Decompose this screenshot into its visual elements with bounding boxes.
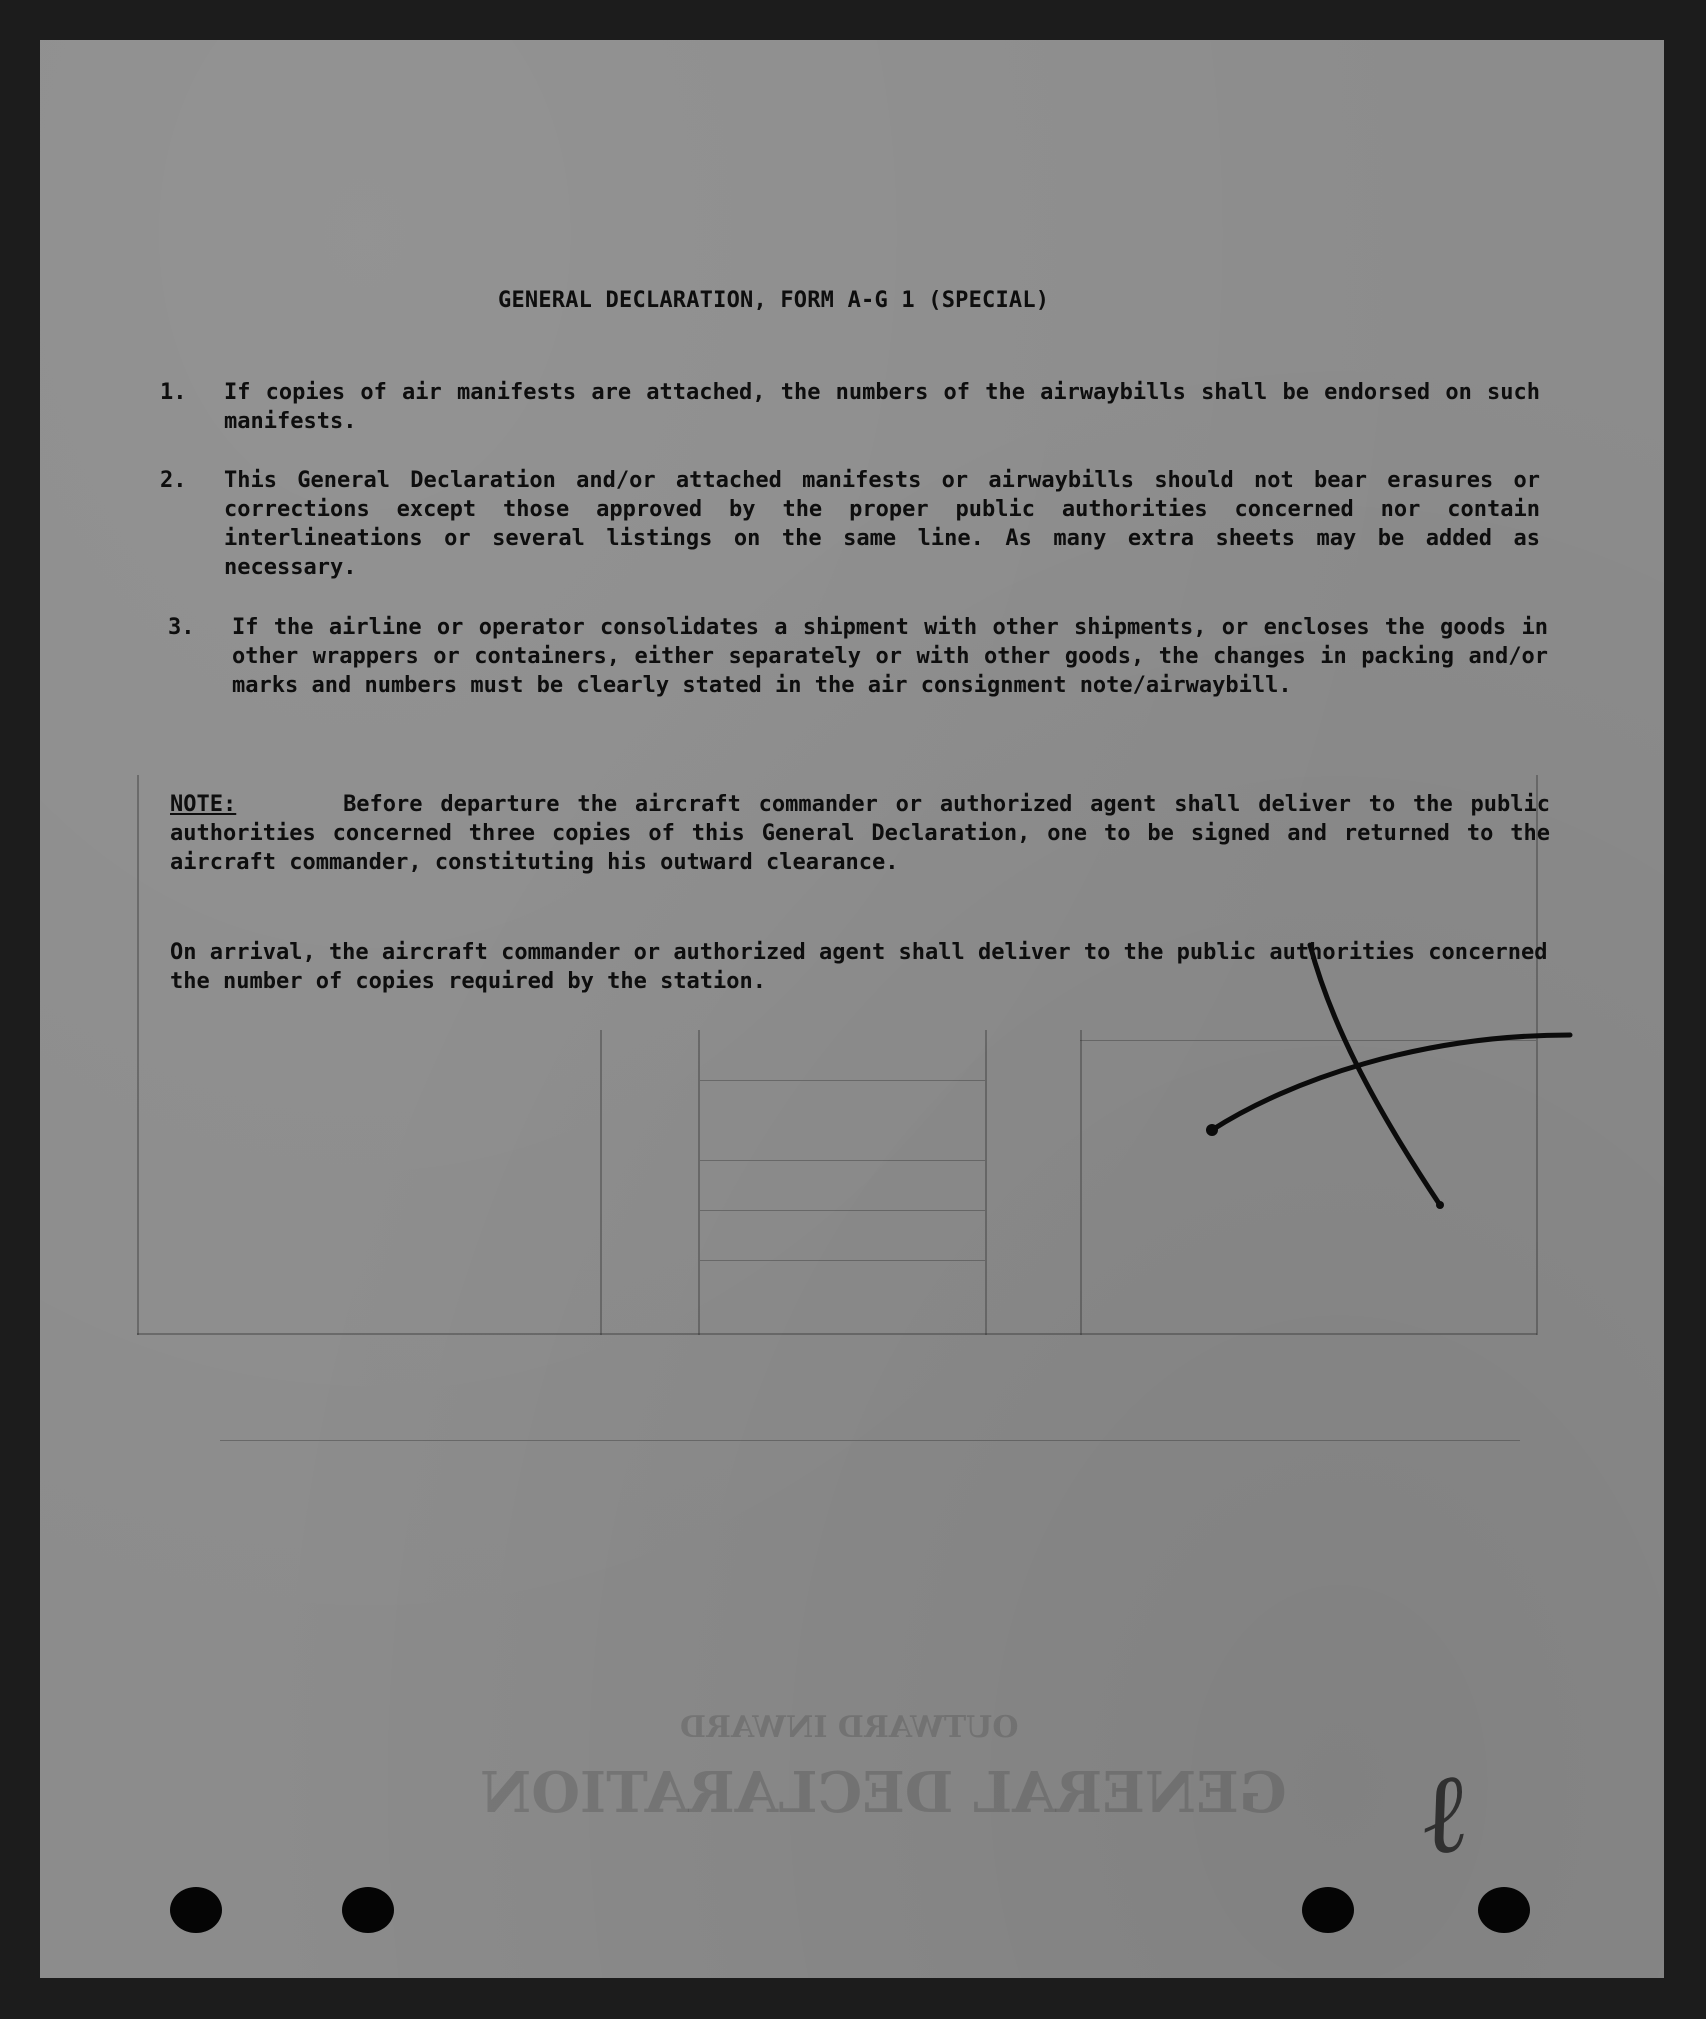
punch-hole-2 bbox=[342, 1887, 394, 1933]
ghost-heading-reversed: GENERAL DECLARATION bbox=[480, 1760, 1287, 1826]
note-text: Before departure the aircraft commander or authorized agent shall deliver to the public authorities concerned three copies of this General Declaration, one to be signed and returned to the aircraft commander, constituting his outward clearance. bbox=[170, 792, 1551, 875]
ghost-column-2 bbox=[698, 1030, 700, 1335]
item-number: 3. bbox=[168, 615, 195, 640]
note-label: NOTE: bbox=[170, 792, 237, 817]
ghost-row-1 bbox=[700, 1080, 985, 1081]
ghost-row-2 bbox=[700, 1160, 985, 1161]
document-title: GENERAL DECLARATION, FORM A-G 1 (SPECIAL) bbox=[498, 288, 1050, 313]
item-number: 1. bbox=[160, 380, 187, 405]
ghost-row-4 bbox=[700, 1260, 985, 1261]
instruction-item-3 bbox=[168, 613, 1548, 700]
punch-hole-3 bbox=[1302, 1887, 1354, 1933]
instruction-item-2 bbox=[160, 466, 1540, 582]
ghost-frame-bottom bbox=[137, 1333, 1537, 1335]
instruction-item-1 bbox=[160, 378, 1540, 436]
note-spacer bbox=[254, 792, 325, 817]
item-text: If the airline or operator consolidates a shipment with other shipments, or encloses the goods in other wrappers or containers, either separately or with other goods, the changes in packing and/or marks and numbers must be clearly stated in the air consignment note/airwaybill. bbox=[232, 615, 1548, 698]
ghost-column-3 bbox=[985, 1030, 987, 1335]
document-page bbox=[40, 40, 1664, 1978]
ghost-column-4 bbox=[1080, 1030, 1082, 1335]
item-text: This General Declaration and/or attached manifests or airwaybills should not bear erasures or corrections except those approved by the proper public authorities concerned nor contain interlineations or several listings on the same line. As many extra sheets may be added as necessary. bbox=[224, 468, 1540, 580]
punch-hole-1 bbox=[170, 1887, 222, 1933]
item-number: 2. bbox=[160, 468, 187, 493]
ghost-subheading-reversed: OUTWARD INWARD bbox=[680, 1710, 1019, 1745]
ghost-column-1 bbox=[600, 1030, 602, 1335]
handwritten-mark: ℓ bbox=[1411, 1747, 1475, 1881]
ghost-row-6 bbox=[220, 1440, 1520, 1441]
item-text: If copies of air manifests are attached, the numbers of the airwaybills shall be endorsed on such manifests. bbox=[224, 380, 1540, 434]
ghost-row-3 bbox=[700, 1210, 985, 1211]
punch-hole-4 bbox=[1478, 1887, 1530, 1933]
ghost-frame-left bbox=[137, 775, 139, 1335]
arrival-note: On arrival, the aircraft commander or authorized agent shall deliver to the public authorities concerned the number of copies required by the station. bbox=[170, 940, 1548, 994]
departure-note bbox=[170, 790, 1550, 877]
